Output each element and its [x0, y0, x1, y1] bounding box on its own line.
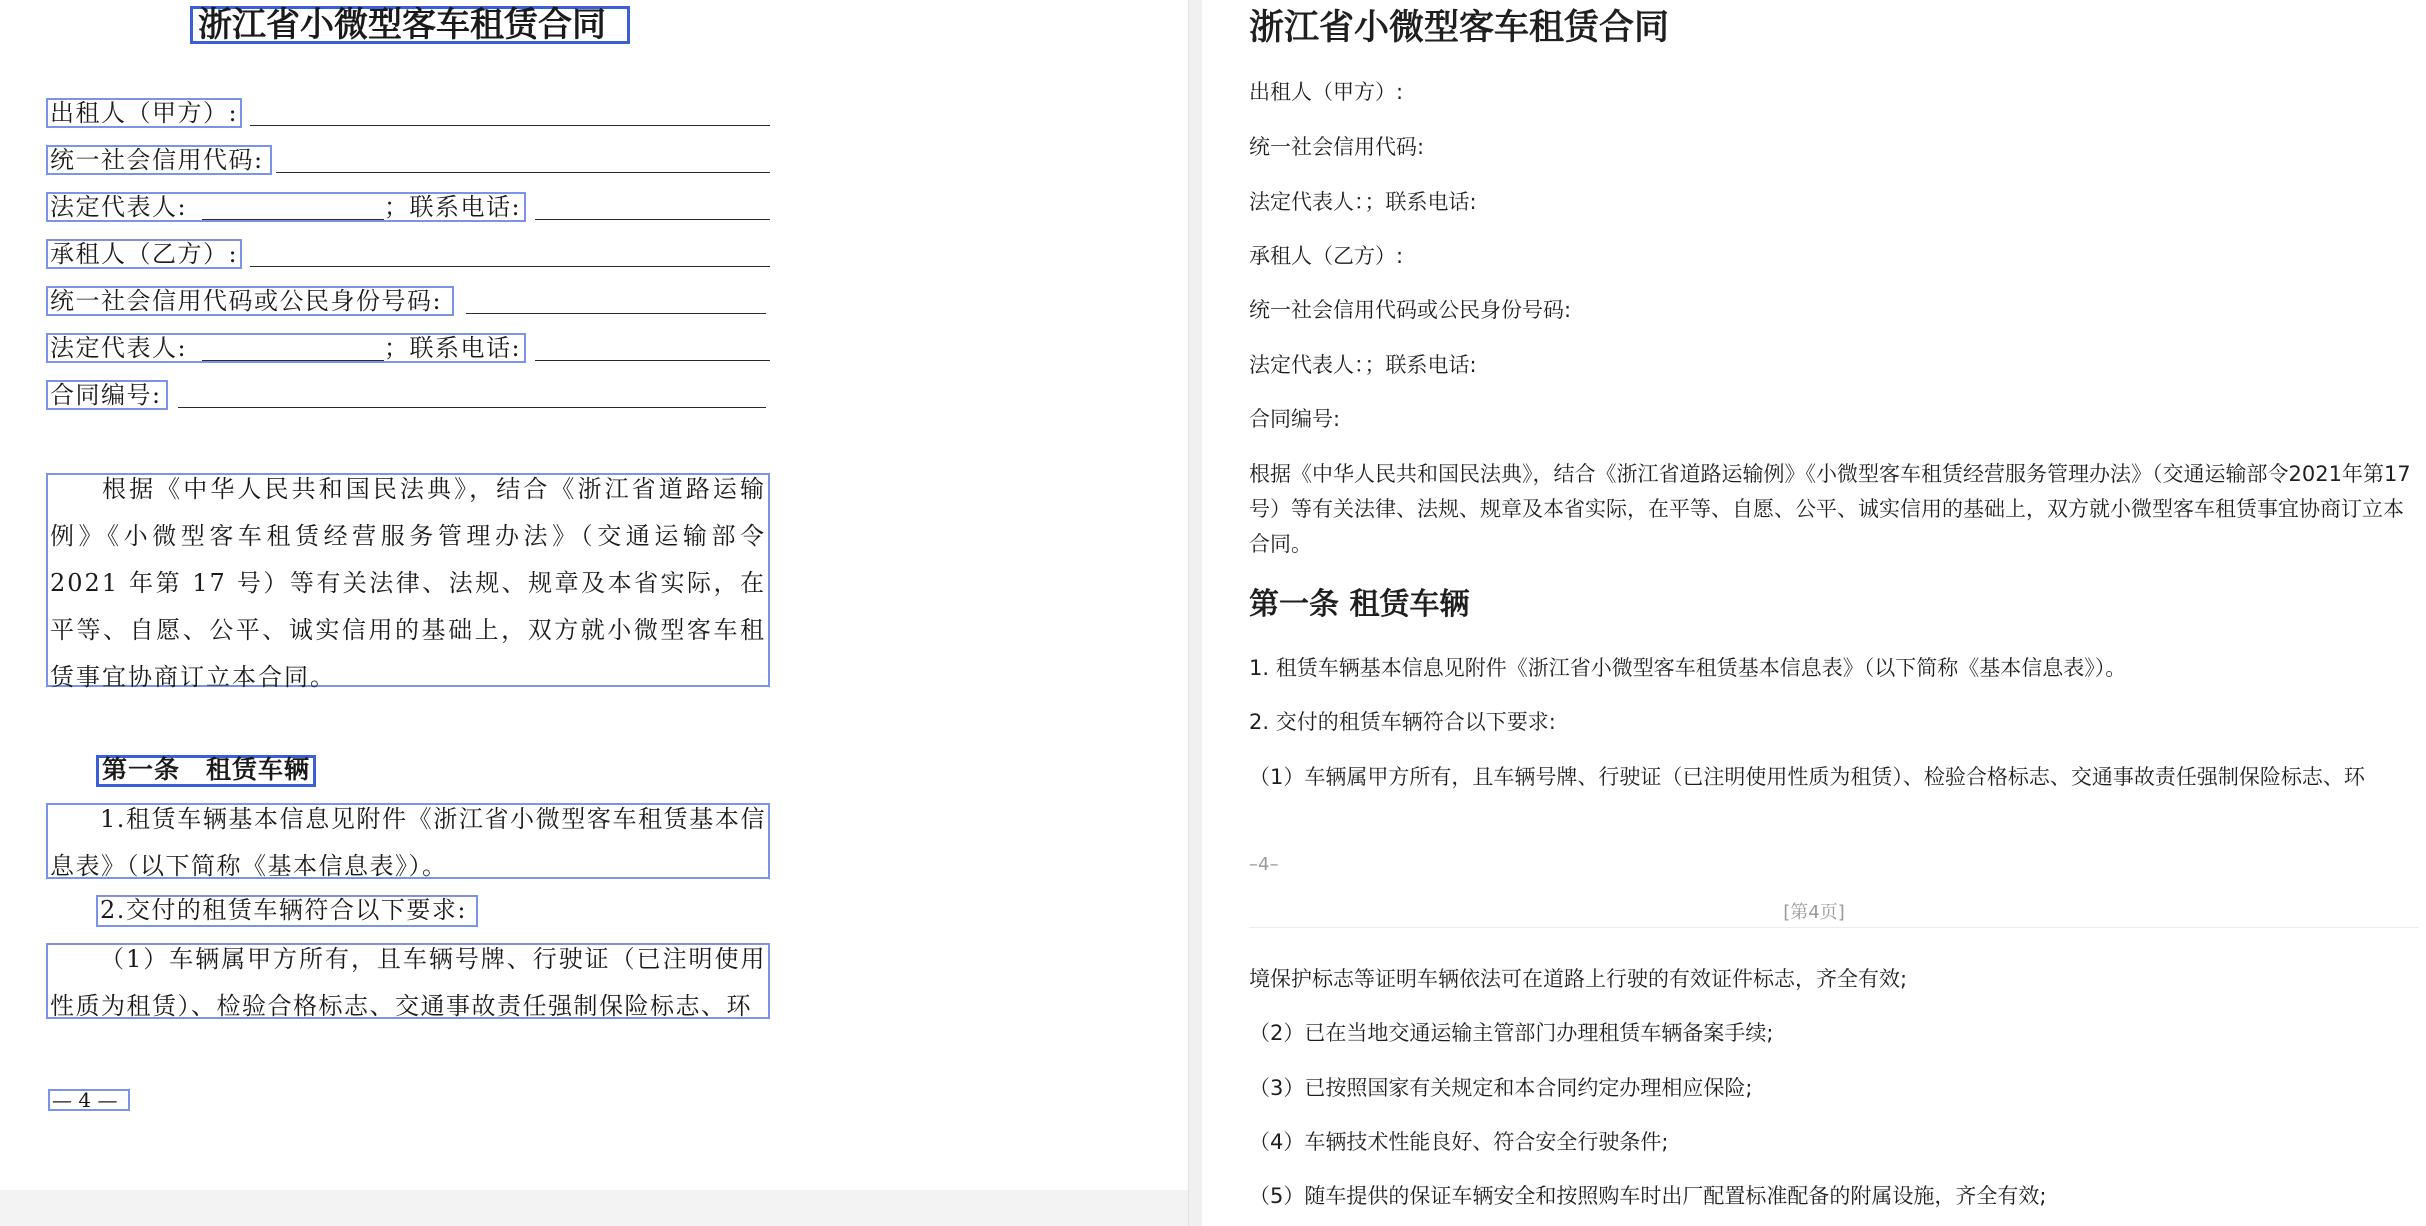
- text-lessee: 承租人（乙方）:: [1249, 244, 1404, 268]
- intro-paragraph: 根据《中华人民共和国民法典》，结合《浙江省道路运输例》《小微型客车租赁经营服务管理办法》（交通运输部令 2021 年第 17 号）等有关法律、法规、规章及本省实际，在平等、自愿、公平、诚实信用的基础上，双方就小微型客车租赁事宜协商订立本合同。: [50, 475, 766, 691]
- text-clause-2-3: （3）已按照国家有关规定和本合同约定办理相应保险;: [1249, 1076, 1753, 1100]
- text-credit-code: 统一社会信用代码:: [1249, 135, 1425, 159]
- text-lessor: 出租人（甲方）:: [1249, 80, 1404, 104]
- text-page-marker: –4–: [1249, 854, 1279, 875]
- phone-2-underline: [535, 360, 770, 361]
- lessor-label: 出租人（甲方）:: [50, 99, 239, 127]
- contract-no-underline: [178, 407, 766, 408]
- text-clause-2-5: （5）随车提供的保证车辆安全和按照购车时出厂配置标准配备的附属设施，齐全有效;: [1249, 1184, 2047, 1208]
- text-view: [1202, 0, 2426, 1226]
- text-article-1-heading: 第一条 租赁车辆: [1249, 587, 1470, 622]
- text-legal-rep-1: 法定代表人：；联系电话:: [1249, 190, 1477, 214]
- text-contract-no: 合同编号:: [1249, 407, 1341, 431]
- pane-divider[interactable]: [1188, 0, 1203, 1226]
- contract-no-label: 合同编号:: [50, 381, 162, 409]
- text-continuation: 境保护标志等证明车辆依法可在道路上行驶的有效证件标志，齐全有效;: [1249, 967, 1908, 991]
- text-clause-2-4: （4）车辆技术性能良好、符合安全行驶条件;: [1249, 1130, 1669, 1154]
- article-1-heading: 第一条 租赁车辆: [102, 755, 311, 784]
- text-credit-or-id: 统一社会信用代码或公民身份号码:: [1249, 298, 1572, 322]
- text-title: 浙江省小微型客车租赁合同: [1249, 8, 1670, 48]
- lessee-label: 承租人（乙方）:: [50, 240, 239, 268]
- viewer-bottom-strip: [0, 1190, 1188, 1226]
- text-clause-2: 2. 交付的租赁车辆符合以下要求:: [1249, 710, 1556, 734]
- credit-or-id-underline: [466, 313, 766, 314]
- credit-code-underline: [276, 172, 770, 173]
- text-legal-rep-2: 法定代表人：；联系电话:: [1249, 353, 1477, 377]
- credit-or-id-label: 统一社会信用代码或公民身份号码:: [50, 287, 443, 315]
- clause-1-paragraph: 1.租赁车辆基本信息见附件《浙江省小微型客车租赁基本信息表》（以下简称《基本信息表》）。: [50, 805, 766, 880]
- lessor-underline: [250, 125, 770, 126]
- clause-2-label: 2.交付的租赁车辆符合以下要求:: [100, 896, 467, 924]
- legal-rep-2-label: 法定代表人:: [50, 334, 188, 362]
- legal-rep-1-label: 法定代表人:: [50, 193, 188, 221]
- phone-2-label: ；联系电话:: [384, 334, 522, 362]
- phone-1-label: ；联系电话:: [384, 193, 522, 221]
- text-intro-paragraph: 根据《中华人民共和国民法典》，结合《浙江省道路运输例》《小微型客车租赁经营服务管理办法》（交通运输部令2021年第17号）等有关法律、法规、规章及本省实际，在平等、自愿、公平、诚实信用的基础上，双方就小微型客车租赁事宜协商订立本合同。: [1249, 462, 2411, 556]
- text-clause-1: 1. 租赁车辆基本信息见附件《浙江省小微型客车租赁基本信息表》（以下简称《基本信息表》）。: [1249, 656, 2127, 680]
- page-separator: [1249, 927, 2419, 928]
- legal-rep-1-underline: [202, 219, 384, 220]
- clause-2-1-paragraph: （1）车辆属甲方所有，且车辆号牌、行驶证（已注明使用性质为租赁）、检验合格标志、交通事故责任强制保险标志、环: [50, 945, 766, 1020]
- text-clause-2-2: （2）已在当地交通运输主管部门办理租赁车辆备案手续;: [1249, 1021, 1774, 1045]
- legal-rep-2-underline: [202, 360, 384, 361]
- credit-code-label: 统一社会信用代码:: [50, 146, 264, 174]
- pdf-title: 浙江省小微型客车租赁合同: [198, 5, 606, 45]
- lessee-underline: [250, 266, 770, 267]
- phone-1-underline: [535, 219, 770, 220]
- text-clause-2-1: （1）车辆属甲方所有，且车辆号牌、行驶证（已注明使用性质为租赁）、检验合格标志、交通事故责任强制保险标志、环: [1249, 765, 2365, 789]
- pdf-page-number: — 4 —: [52, 1088, 118, 1112]
- pdf-page-view: [0, 0, 1188, 1226]
- text-page-label: [第4页]: [1783, 902, 1845, 923]
